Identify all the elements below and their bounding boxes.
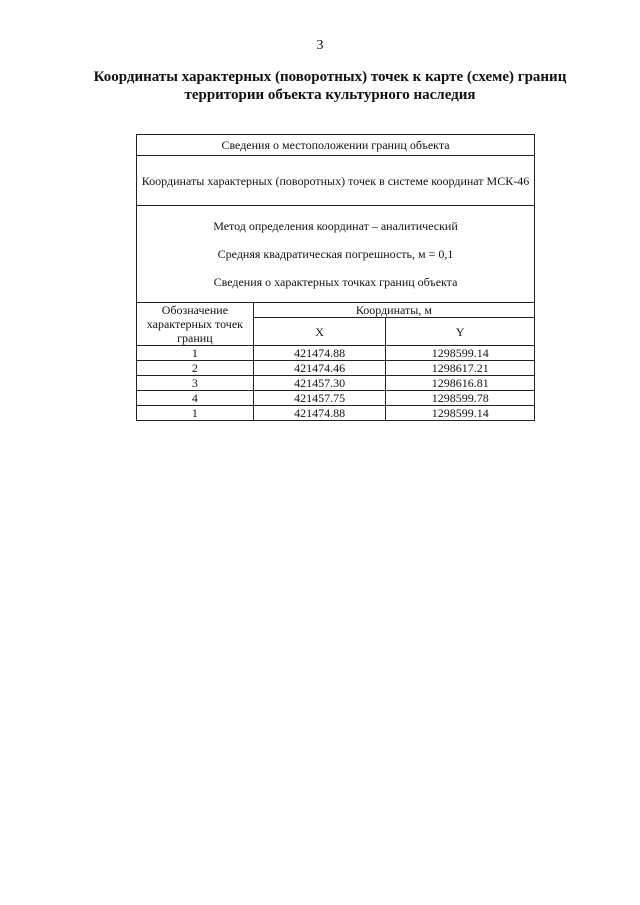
method-cell	[137, 206, 535, 303]
point-label: 4	[137, 391, 254, 406]
x-coordinate: 421457.75	[253, 391, 386, 406]
x-coordinate: 421457.30	[253, 376, 386, 391]
coord-system-row	[137, 156, 535, 206]
section-header-row	[137, 135, 535, 156]
table-row	[137, 406, 535, 421]
document-title-line-2: территории объекта культурного наследия	[184, 87, 476, 103]
x-coordinate: 421474.88	[253, 346, 386, 361]
document-title	[60, 68, 600, 104]
section-header-cell: Сведения о местоположении границ объекта	[137, 135, 535, 156]
y-coordinate: 1298617.21	[386, 361, 535, 376]
accuracy-text: Средняя квадратическая погрешность, м = 0,1	[217, 247, 454, 261]
point-label: 3	[137, 376, 254, 391]
table-row	[137, 361, 535, 376]
y-coordinate: 1298599.14	[386, 406, 535, 421]
column-header-y: Y	[386, 318, 535, 346]
table-row	[137, 376, 535, 391]
column-header-row	[137, 303, 535, 318]
points-header-text: Сведения о характерных точках границ объекта	[213, 275, 458, 289]
point-label: 2	[137, 361, 254, 376]
table-row	[137, 391, 535, 406]
document-title-line-1: Координаты характерных (поворотных) точек к карте (схеме) границ	[93, 69, 567, 85]
y-coordinate: 1298599.78	[386, 391, 535, 406]
table-row	[137, 346, 535, 361]
point-label: 1	[137, 346, 254, 361]
page-number: 3	[316, 38, 324, 53]
y-coordinate: 1298616.81	[386, 376, 535, 391]
x-coordinate: 421474.46	[253, 361, 386, 376]
method-text: Метод определения координат – аналитический	[213, 219, 458, 233]
coord-system-cell: Координаты характерных (поворотных) точек в системе координат МСК-46	[137, 156, 535, 206]
column-header-coordinates: Координаты, м	[253, 303, 534, 318]
y-coordinate: 1298599.14	[386, 346, 535, 361]
point-label: 1	[137, 406, 254, 421]
column-header-point: Обозначение характерных точек границ	[137, 303, 254, 346]
boundary-coordinates-table	[136, 134, 535, 421]
column-header-x: X	[253, 318, 386, 346]
method-row	[137, 206, 535, 303]
x-coordinate: 421474.88	[253, 406, 386, 421]
